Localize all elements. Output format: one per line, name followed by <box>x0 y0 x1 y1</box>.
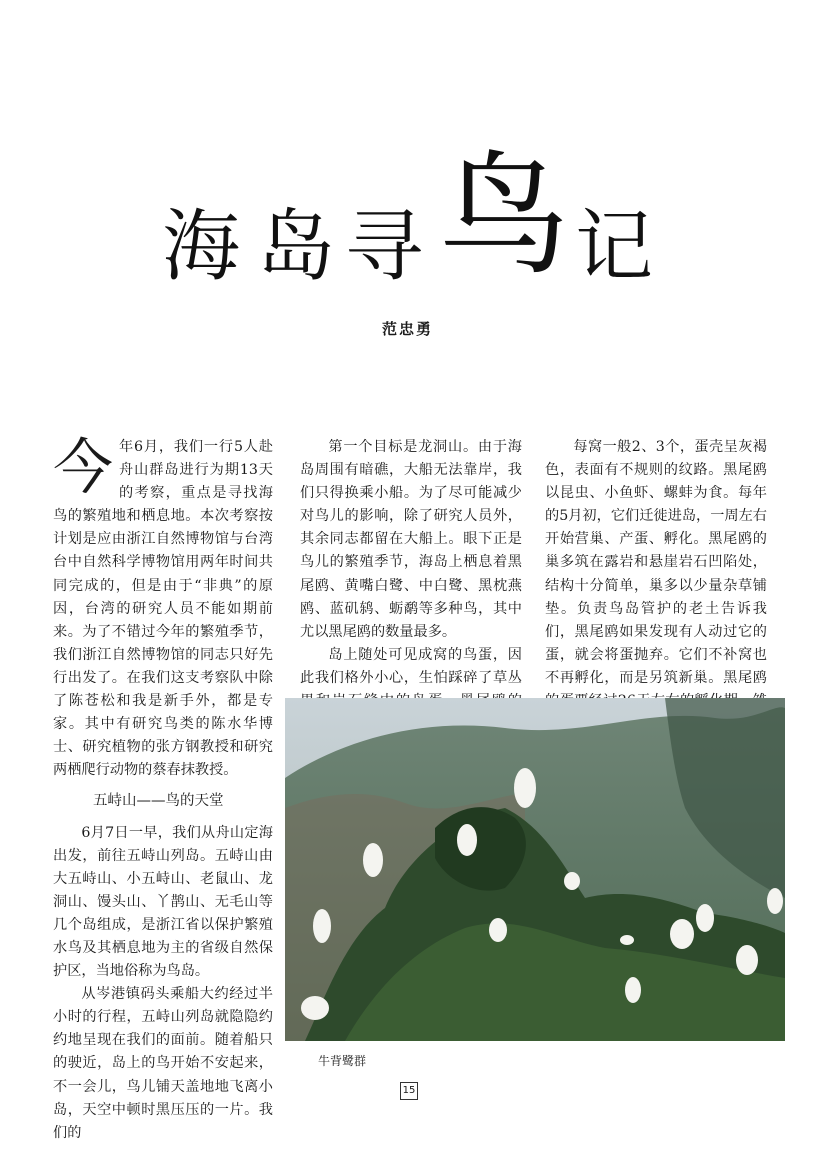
egret-photo <box>285 698 785 1041</box>
article-title <box>0 139 815 300</box>
paragraph: 6月7日一早，我们从舟山定海出发，前往五峙山列岛。五峙山由大五峙山、小五峙山、老鼠山、龙洞山、馒头山、丫鹊山、无毛山等几个岛组成，是浙江省以保护繁殖水鸟及其栖息地为主的省级自然保护区，当地俗称为鸟岛。 <box>53 824 273 980</box>
title-char: 岛 <box>257 202 336 292</box>
author-name: 范忠勇 <box>381 320 433 338</box>
title-char: 记 <box>575 202 654 292</box>
text-column-3 <box>545 436 767 736</box>
paragraph: 岛上随处可见成窝的鸟蛋，因此我们格外小心，生怕踩碎了草丛 <box>300 646 522 686</box>
text-column-2 <box>300 436 522 736</box>
paragraph: 每窝一般2、3个，蛋壳呈灰褐色，表面有不规则的纹路。黑尾鸥以昆虫、小鱼虾、螺蚌为食。每年的5月初，它们迁徙进岛，一周左右开始营巢、产蛋、孵化。黑尾鸥的巢多筑在露岩和悬崖岩石凹陷处，结构十分简单，巢多以少量杂草铺垫。负责鸟岛管护的老土告诉我们，黑尾鸥如果发现有人动过它的蛋，就会将蛋抛弃。它们不补窝也不再孵化，而是另筑新巢。黑尾鸥 <box>545 439 767 686</box>
title-char: 寻 <box>345 202 424 292</box>
paragraph: 第一个目标是龙洞山。由于海岛周围有暗礁，大船无法靠岸，我们只得换乘小船。为了尽可能减少对鸟儿的影响，除了研究人员外，其余同志都留在大船上。眼下正是鸟儿的繁殖季节，海岛上栖息着黑尾鸥、黄嘴白鹭、中白鹭、黑枕燕鸥、蓝矶鸫、蛎鹬等多种鸟，其中尤以黑尾鸥的数量最多。 <box>300 439 522 640</box>
drop-cap: 今 <box>53 433 113 503</box>
section-heading: 五峙山——鸟的天堂 <box>93 793 224 810</box>
egret-illustration <box>285 698 785 1041</box>
title-char: 海 <box>162 202 241 292</box>
photo-caption: 牛背鹭群 <box>318 1054 367 1068</box>
paragraph: 从岑港镇码头乘船大约经过半小时的行程，五峙山列岛就隐隐约约地呈现在我们的面前。随着船只的驶近，岛上的鸟开始不安起来，不一会儿，鸟儿铺天盖地地飞离小岛，天空中顿时黑压压的一片。我们的 <box>53 986 273 1141</box>
text-column-1 <box>53 433 273 1145</box>
paragraph-text: 年6月，我们一行5人赴舟山群岛进行为期13天的考察，重点是寻找海鸟的繁殖地和栖息地。本次考察按计划是应由浙江自然博物馆与台湾台中自然科学博物馆用两年时间共同完成的，但是由于“非典”的原因，台湾的研究人员不能如期前来。为了不错过今年的繁殖季节，我们浙江自然博物馆的同志只好先行出发了。在我们这支考察队中除了陈苍松和我是新手外，都是专家。其中有研究鸟类的陈水华博士、研究植物的张方钢教授和研究两栖爬行动物的蔡春抹教授。 <box>53 439 273 779</box>
title-char-large: 鸟 <box>438 139 570 293</box>
paragraph <box>53 433 273 782</box>
page-number: 15 <box>400 1082 418 1100</box>
